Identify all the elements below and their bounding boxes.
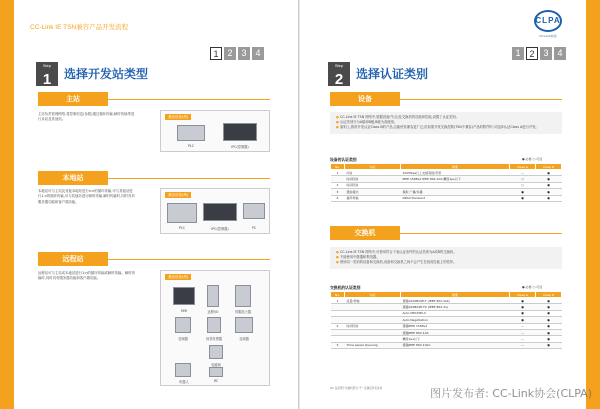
table-cell: ● <box>536 170 562 176</box>
table-cell: — <box>510 170 536 176</box>
bullet-item: ● CC-Link IE TSN 网络中,可使用符合下表认证条件的认证类别为A或B的交换机。 <box>336 250 556 255</box>
table-row <box>331 342 562 348</box>
table-cell: ● <box>536 304 562 310</box>
figure-caption: 兼容设备(例) <box>165 114 191 120</box>
table-cell: — <box>510 342 536 348</box>
table-cell: IEEE 1588v2 IEEE 802.1AS 精度1μs以下 <box>401 176 510 182</box>
table-cell: 模拟 广播/多播 <box>401 189 510 195</box>
table-cell: Auto MDI/MDI-X <box>401 310 510 316</box>
step-title: 选择开发站类型 <box>64 67 149 81</box>
device-label: IPC(控制器) <box>231 145 249 149</box>
device-label: 变频器 <box>239 337 249 341</box>
table-cell: 时间同步 <box>345 323 401 329</box>
table-cell: ● <box>510 317 536 323</box>
header-title: CC-Link IE TSN兼容产品开发流程 <box>30 24 129 31</box>
servo-image <box>235 285 251 307</box>
device-table-title: 设备的认证类别 <box>330 157 357 162</box>
device-label: PLC <box>188 144 194 148</box>
step-indicator-right <box>512 47 566 60</box>
device-label: IPC(控制器) <box>211 227 229 231</box>
table-cell: — <box>510 323 536 329</box>
table-header: Class B <box>536 292 562 298</box>
table-header: No. <box>331 292 345 298</box>
device-label: 机器人 <box>179 380 189 384</box>
device-table-legend: ●:必要 ○:可选 <box>522 157 543 161</box>
table-cell: Auto Negotiation <box>401 317 510 323</box>
section-remote <box>38 252 270 266</box>
table-cell: ● <box>510 304 536 310</box>
table-cell: ● <box>536 323 562 329</box>
table-cell: 循环传输 <box>345 195 401 201</box>
switch-bullets <box>330 247 562 269</box>
section-device <box>330 92 562 106</box>
table-header: Class B <box>536 164 562 170</box>
table-header: 功能 <box>345 292 401 298</box>
table-cell: 遵循IEEE 1588v2 <box>401 323 510 329</box>
table-cell: 时间同步 <box>345 176 401 182</box>
device-label: 视觉传感器 <box>206 337 222 341</box>
ipc-image <box>203 203 237 221</box>
device-label: PC <box>251 226 257 230</box>
table-header: No. <box>331 164 345 170</box>
bullet-item: ● CC-Link IE TSN 网络中,根据设备(节点)及交换机的功能和性能,设置了认证类别。 <box>336 115 556 120</box>
table-cell: ● <box>510 310 536 316</box>
table-header: 功能 <box>345 164 401 170</box>
local-device-figure <box>160 188 270 234</box>
table-cell: Time aware Queuing <box>345 342 401 348</box>
table-cell: ● <box>536 189 562 195</box>
plc-image <box>167 203 197 223</box>
remote-description: 远程站可与主站或本地站进行1:n的循环传输或瞬时传输。瞬时传输时,同时具有服务器功能和客户端功能。 <box>38 271 135 281</box>
table-cell: 2 <box>331 182 345 188</box>
table-cell: 2 <box>331 323 345 329</box>
remote-io-image <box>207 285 219 307</box>
step-indicator-left <box>210 47 264 60</box>
section-heading: 设备 <box>330 92 400 106</box>
device-label: 电磁阀 <box>211 363 221 367</box>
device-cert-table <box>330 163 562 202</box>
table-header: Class A <box>510 164 536 170</box>
table-cell: ● <box>536 298 562 304</box>
bullet-item: ● 原则上,推荐开发认证Class B的产品,这能使其兼容更广泛,但如果开发交换控制(TSN不兼容)产品的附件时,可选择认证Class A进行开发。 <box>336 125 556 130</box>
step-3-indicator: 3 <box>540 47 552 60</box>
device-bullets <box>330 112 562 134</box>
device-label: HMI <box>180 309 188 313</box>
pc-image <box>243 203 265 219</box>
table-cell: 遵循IEEE 802.1Qbv <box>401 342 510 348</box>
step-3-indicator: 3 <box>238 47 250 60</box>
table-cell: ○ <box>510 182 536 188</box>
table-cell: 同步 <box>345 170 401 176</box>
table-cell: 3 <box>331 189 345 195</box>
table-header: 概要 <box>401 292 510 298</box>
step-label: Step <box>42 63 52 68</box>
step-badge <box>328 62 350 86</box>
table-cell: 精度1μs以下 <box>401 336 510 342</box>
table-cell: 4 <box>331 195 345 201</box>
table-header: Class A <box>510 292 536 298</box>
step-number: 1 <box>42 71 52 88</box>
hmi-image <box>173 287 195 305</box>
inverter-image <box>175 317 191 333</box>
table-row <box>331 195 562 201</box>
table-cell: 遵循100BASE-TX (IEEE 802.3u) <box>401 304 510 310</box>
bullet-item: ● 不能使用中继器和集线器。 <box>336 255 556 260</box>
section-master <box>38 92 270 106</box>
table-cell: ● <box>536 176 562 182</box>
local-description: 本地站可与主站及其他本地站进行n:n的循环传输,可与其他站进行1:n的循环传输,可与其他站进行瞬时传输,瞬时传输时,同时具有服务器功能和客户端功能。 <box>38 189 135 204</box>
table-cell: ● <box>510 195 536 201</box>
table-cell: 遵循1000BASE-T (IEEE 802.3ab) <box>401 298 510 304</box>
master-device-figure <box>160 110 270 152</box>
table-cell: 遵循IEEE 802.1AS <box>401 329 510 335</box>
rc-image <box>209 367 223 377</box>
switch-cert-table <box>330 291 562 349</box>
section-switch <box>330 226 562 240</box>
step-number: 2 <box>334 71 344 88</box>
figure-caption: 兼容设备(例) <box>165 192 191 198</box>
table-cell: ● <box>510 189 536 195</box>
switch-table-title: 交换机的认证类别 <box>330 285 361 290</box>
section-heading: 交换机 <box>330 226 400 240</box>
plc-image <box>177 125 205 141</box>
table-cell: 通信模式 <box>345 189 401 195</box>
table-cell: 流量/传输 <box>345 298 401 304</box>
inverter-image <box>235 317 253 333</box>
table-cell: ● <box>536 336 562 342</box>
right-page <box>300 0 600 409</box>
table-cell: ○ <box>510 176 536 182</box>
table-cell: 3 <box>331 342 345 348</box>
table-cell: ● <box>510 298 536 304</box>
step-2-indicator: 2 <box>224 47 236 60</box>
device-label: 伺服放大器 <box>235 310 251 314</box>
step-label: Step <box>334 63 344 68</box>
table-cell: ● <box>536 195 562 201</box>
vision-sensor-image <box>207 317 221 333</box>
step-1-indicator: 1 <box>210 47 222 60</box>
table-cell: 1 <box>331 298 345 304</box>
table-cell: ● <box>536 329 562 335</box>
table-cell: — <box>510 336 536 342</box>
robot-image <box>175 363 191 377</box>
section-heading: 主站 <box>38 92 108 106</box>
table-cell: ● <box>536 310 562 316</box>
device-label: 变频器 <box>178 337 188 341</box>
table-cell: NRSV-Transient <box>401 195 510 201</box>
bullet-item: ● 认证类别分为A级和B级,B级为高级别。 <box>336 120 556 125</box>
solenoid-image <box>209 345 223 359</box>
remote-device-figure <box>160 270 270 386</box>
table-cell: 时间同步 <box>345 182 401 188</box>
device-label: PLC <box>179 226 185 230</box>
bullet-item: ● 使用同一类别的设备和交换机,设备和交换机之间不会产生在组成性能上的差异。 <box>336 260 556 265</box>
publisher-watermark: 图片发布者: CC-Link协会(CLPA) <box>430 387 592 400</box>
step-title: 选择认证类别 <box>356 67 429 81</box>
step-4-indicator: 4 <box>252 47 264 60</box>
ipc-image <box>223 123 257 141</box>
section-heading: 本地站 <box>38 171 108 185</box>
table-cell: ● <box>536 342 562 348</box>
figure-caption: 兼容设备(例) <box>165 274 191 280</box>
device-label: 远程I/O <box>207 310 219 314</box>
step-2-indicator: 2 <box>526 47 538 60</box>
table-cell: ● <box>536 317 562 323</box>
table-cell: 1 <box>331 170 345 176</box>
table-header: 概要 <box>401 164 510 170</box>
side-bar-right <box>586 0 600 409</box>
step-1-indicator: 1 <box>512 47 524 60</box>
section-heading: 远程站 <box>38 252 108 266</box>
switch-table-legend: ●:必要 ○:可选 <box>522 285 543 289</box>
section-local <box>38 171 270 185</box>
table-cell: 100Mbps以上支援等级/带宽 <box>401 170 510 176</box>
step-4-indicator: 4 <box>554 47 566 60</box>
table-cell: ● <box>536 182 562 188</box>
side-text-left: CC-Link IE TSN PRODUCT DEVELOPMENT <box>15 60 19 132</box>
clpa-logo: CLPA CC-Link协会 <box>528 10 568 44</box>
device-label: RC <box>213 379 219 383</box>
table-cell: — <box>510 329 536 335</box>
master-description: 主站负责管理网络,将控制信息(参数)通过循环传输,瞬时传输等进行从站及其他站。 <box>38 112 135 122</box>
footnote: ※1 仅适用于交换机部分,不一定满足所有条件 <box>330 387 383 390</box>
step-badge <box>36 62 58 86</box>
